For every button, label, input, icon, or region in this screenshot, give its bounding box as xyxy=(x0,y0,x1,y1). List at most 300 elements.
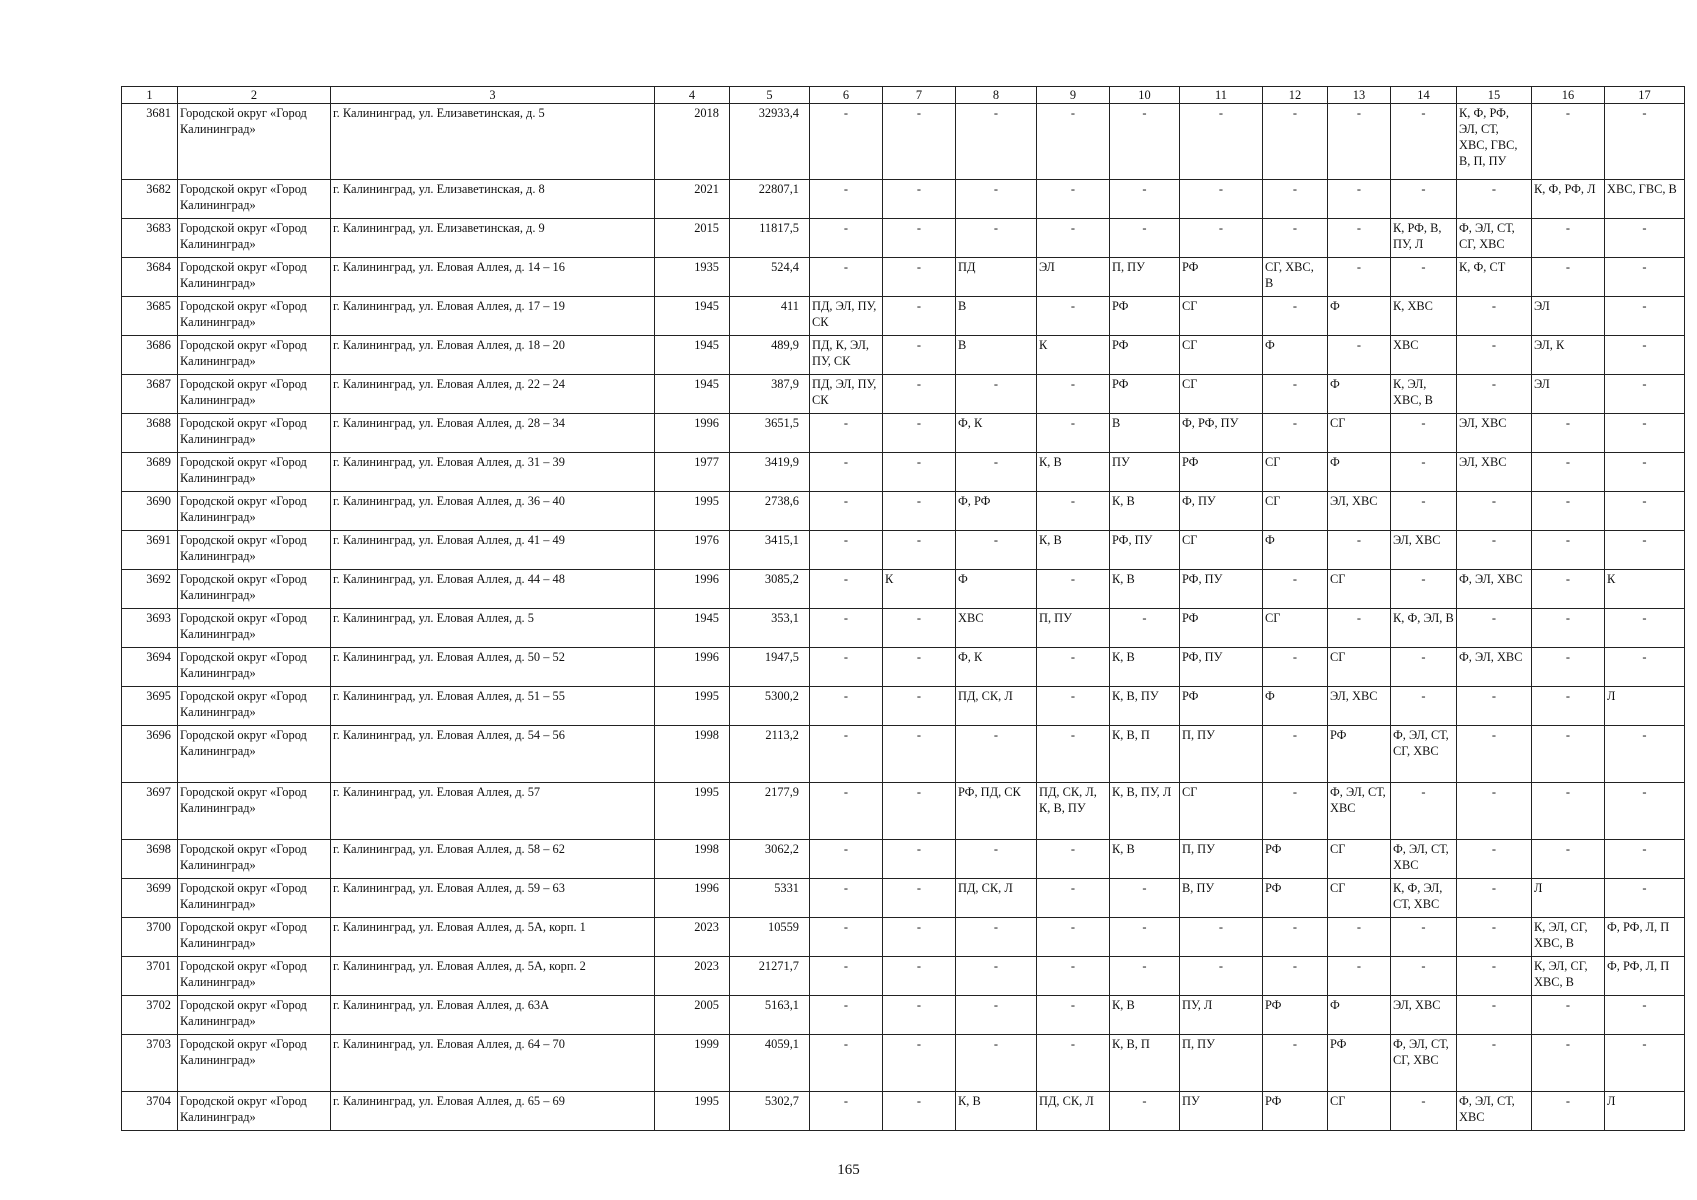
table-row xyxy=(122,570,1685,609)
table-cell: - xyxy=(883,258,956,297)
table-cell: - xyxy=(883,957,956,996)
table-cell: - xyxy=(956,957,1037,996)
table-cell: - xyxy=(883,180,956,219)
table-cell: - xyxy=(1605,648,1685,687)
table-cell: П, ПУ xyxy=(1180,1035,1263,1092)
table-cell: ЭЛ xyxy=(1532,375,1605,414)
table-cell: 11817,5 xyxy=(730,219,810,258)
table-cell: Ф xyxy=(1328,375,1391,414)
table-cell: 3703 xyxy=(122,1035,178,1092)
table-cell: В xyxy=(956,297,1037,336)
table-cell: РФ xyxy=(1263,879,1328,918)
table-cell: г. Калининград, ул. Еловая Аллея, д. 41 – 49 xyxy=(331,531,655,570)
column-header: 3 xyxy=(331,87,655,104)
table-cell: 1998 xyxy=(655,840,730,879)
table-cell: П, ПУ xyxy=(1037,609,1110,648)
table-cell: - xyxy=(1328,957,1391,996)
column-header: 10 xyxy=(1110,87,1180,104)
table-cell: - xyxy=(810,957,883,996)
table-cell: К, Ф, РФ, Л xyxy=(1532,180,1605,219)
table-cell: - xyxy=(1605,453,1685,492)
table-row xyxy=(122,1092,1685,1131)
table-cell: К, В, ПУ xyxy=(1110,687,1180,726)
table-cell: - xyxy=(1263,726,1328,783)
table-cell: К, Ф, ЭЛ, СТ, ХВС xyxy=(1391,879,1457,918)
table-cell: г. Калининград, ул. Еловая Аллея, д. 65 – 69 xyxy=(331,1092,655,1131)
table-cell: - xyxy=(810,414,883,453)
table-cell: Ф xyxy=(1328,453,1391,492)
table-cell: - xyxy=(1391,918,1457,957)
table-cell: - xyxy=(810,104,883,180)
column-header: 9 xyxy=(1037,87,1110,104)
table-cell: РФ xyxy=(1110,297,1180,336)
table-cell: Ф, К xyxy=(956,648,1037,687)
table-cell: - xyxy=(1037,297,1110,336)
table-cell: Ф, К xyxy=(956,414,1037,453)
table-cell: 3699 xyxy=(122,879,178,918)
table-cell: - xyxy=(1110,957,1180,996)
table-row xyxy=(122,996,1685,1035)
table-cell: - xyxy=(1532,570,1605,609)
table-cell: - xyxy=(1037,687,1110,726)
table-cell: - xyxy=(1263,1035,1328,1092)
table-cell: ЭЛ, ХВС xyxy=(1457,453,1532,492)
table-cell: - xyxy=(1037,840,1110,879)
table-cell: 5302,7 xyxy=(730,1092,810,1131)
table-row xyxy=(122,258,1685,297)
table-cell: СГ xyxy=(1180,375,1263,414)
table-cell: 3684 xyxy=(122,258,178,297)
table-cell: 489,9 xyxy=(730,336,810,375)
table-cell: К, Ф, ЭЛ, В xyxy=(1391,609,1457,648)
table-cell: - xyxy=(810,687,883,726)
table-cell: ЭЛ, ХВС xyxy=(1391,531,1457,570)
table-cell: - xyxy=(1532,687,1605,726)
column-header: 4 xyxy=(655,87,730,104)
table-cell: Ф, ЭЛ, СТ, СГ, ХВС xyxy=(1457,219,1532,258)
table-cell: - xyxy=(1605,104,1685,180)
table-cell: - xyxy=(1457,609,1532,648)
table-cell: г. Калининград, ул. Елизаветинская, д. 9 xyxy=(331,219,655,258)
table-cell: Городской округ «Город Калининград» xyxy=(178,648,331,687)
table-cell: 1995 xyxy=(655,783,730,840)
table-cell: 3701 xyxy=(122,957,178,996)
table-cell: - xyxy=(1110,1092,1180,1131)
table-cell: - xyxy=(1605,609,1685,648)
table-cell: - xyxy=(810,531,883,570)
table-row xyxy=(122,414,1685,453)
table-cell: - xyxy=(1391,957,1457,996)
table-cell: - xyxy=(810,648,883,687)
table-cell: - xyxy=(1532,453,1605,492)
column-header: 16 xyxy=(1532,87,1605,104)
table-cell: Городской округ «Город Калининград» xyxy=(178,336,331,375)
table-cell: - xyxy=(1532,726,1605,783)
table-cell: 524,4 xyxy=(730,258,810,297)
table-cell: К, В, П xyxy=(1110,726,1180,783)
table-cell: г. Калининград, ул. Еловая Аллея, д. 51 – 55 xyxy=(331,687,655,726)
table-cell: Ф xyxy=(1328,996,1391,1035)
table-row xyxy=(122,180,1685,219)
table-cell: СГ xyxy=(1263,609,1328,648)
table-cell: - xyxy=(810,570,883,609)
table-cell: РФ xyxy=(1263,1092,1328,1131)
table-cell: - xyxy=(956,918,1037,957)
table-cell: 1945 xyxy=(655,297,730,336)
table-cell: ЭЛ, ХВС xyxy=(1391,996,1457,1035)
table-cell: - xyxy=(1037,219,1110,258)
table-cell: Ф xyxy=(1263,336,1328,375)
table-cell: Ф, ЭЛ, СТ, СГ, ХВС xyxy=(1391,726,1457,783)
table-cell: - xyxy=(1605,492,1685,531)
table-cell: Ф, ЭЛ, ХВС xyxy=(1457,570,1532,609)
table-cell: - xyxy=(883,336,956,375)
table-cell: г. Калининград, ул. Еловая Аллея, д. 50 – 52 xyxy=(331,648,655,687)
table-cell: К, ЭЛ, СГ, ХВС, В xyxy=(1532,918,1605,957)
table-cell: г. Калининград, ул. Еловая Аллея, д. 22 – 24 xyxy=(331,375,655,414)
table-cell: Ф, РФ xyxy=(956,492,1037,531)
table-cell: СГ xyxy=(1328,414,1391,453)
table-cell: - xyxy=(810,1035,883,1092)
table-cell: - xyxy=(1605,996,1685,1035)
table-row xyxy=(122,648,1685,687)
table-row xyxy=(122,957,1685,996)
table-row xyxy=(122,687,1685,726)
table-cell: 5331 xyxy=(730,879,810,918)
table-row xyxy=(122,297,1685,336)
table-cell: - xyxy=(1328,258,1391,297)
table-cell: 1996 xyxy=(655,414,730,453)
table-cell: СГ xyxy=(1180,531,1263,570)
table-cell: - xyxy=(1391,258,1457,297)
table-cell: - xyxy=(810,918,883,957)
table-cell: - xyxy=(956,104,1037,180)
table-cell: - xyxy=(810,726,883,783)
table-cell: 3702 xyxy=(122,996,178,1035)
table-cell: г. Калининград, ул. Еловая Аллея, д. 59 – 63 xyxy=(331,879,655,918)
table-cell: - xyxy=(883,375,956,414)
table-cell: К xyxy=(883,570,956,609)
table-cell: г. Калининград, ул. Елизаветинская, д. 8 xyxy=(331,180,655,219)
table-row xyxy=(122,783,1685,840)
table-cell: - xyxy=(1037,918,1110,957)
table-cell: 3690 xyxy=(122,492,178,531)
table-cell: 2738,6 xyxy=(730,492,810,531)
table-cell: - xyxy=(883,492,956,531)
table-cell: 4059,1 xyxy=(730,1035,810,1092)
table-cell: Ф, ЭЛ, СТ, ХВС xyxy=(1328,783,1391,840)
table-row xyxy=(122,453,1685,492)
table-cell: - xyxy=(1263,570,1328,609)
table-cell: - xyxy=(1605,297,1685,336)
table-cell: - xyxy=(810,879,883,918)
table-cell: 1995 xyxy=(655,687,730,726)
table-cell: 2177,9 xyxy=(730,783,810,840)
table-cell: - xyxy=(1457,918,1532,957)
table-cell: - xyxy=(1263,783,1328,840)
table-cell: - xyxy=(1037,957,1110,996)
table-cell: - xyxy=(1180,104,1263,180)
table-cell: 3687 xyxy=(122,375,178,414)
table-cell: К, В xyxy=(1110,570,1180,609)
table-cell: К, ЭЛ, ХВС, В xyxy=(1391,375,1457,414)
table-cell: Городской округ «Город Калининград» xyxy=(178,1035,331,1092)
table-cell: 2023 xyxy=(655,918,730,957)
table-row xyxy=(122,375,1685,414)
table-cell: - xyxy=(883,840,956,879)
table-cell: - xyxy=(956,219,1037,258)
table-cell: - xyxy=(1532,104,1605,180)
table-cell: ХВС, ГВС, В xyxy=(1605,180,1685,219)
table-cell: 3693 xyxy=(122,609,178,648)
table-cell: Городской округ «Город Калининград» xyxy=(178,840,331,879)
table-cell: - xyxy=(1263,219,1328,258)
table-cell: - xyxy=(1263,957,1328,996)
table-cell: СГ xyxy=(1328,570,1391,609)
table-cell: - xyxy=(810,453,883,492)
table-cell: СГ xyxy=(1328,879,1391,918)
table-row xyxy=(122,840,1685,879)
table-row xyxy=(122,219,1685,258)
table-cell: К, Ф, РФ, ЭЛ, СТ, ХВС, ГВС, В, П, ПУ xyxy=(1457,104,1532,180)
table-cell: СГ xyxy=(1180,336,1263,375)
table-cell: - xyxy=(1037,375,1110,414)
table-cell: К, В xyxy=(1110,840,1180,879)
table-cell: г. Калининград, ул. Еловая Аллея, д. 5А, корп. 2 xyxy=(331,957,655,996)
table-cell: - xyxy=(1391,570,1457,609)
table-cell: 10559 xyxy=(730,918,810,957)
table-cell: - xyxy=(1037,492,1110,531)
table-cell: г. Калининград, ул. Еловая Аллея, д. 63А xyxy=(331,996,655,1035)
table-cell: г. Калининград, ул. Еловая Аллея, д. 18 – 20 xyxy=(331,336,655,375)
table-cell: ПД, СК, Л xyxy=(1037,1092,1110,1131)
table-cell: ПД, СК, Л xyxy=(956,879,1037,918)
table-cell: Ф, РФ, ПУ xyxy=(1180,414,1263,453)
table-cell: г. Калининград, ул. Еловая Аллея, д. 5А, корп. 1 xyxy=(331,918,655,957)
table-cell: 3682 xyxy=(122,180,178,219)
table-cell: - xyxy=(1457,879,1532,918)
table-cell: - xyxy=(1457,687,1532,726)
table-cell: 411 xyxy=(730,297,810,336)
table-cell: РФ xyxy=(1328,726,1391,783)
table-cell: Городской округ «Город Калининград» xyxy=(178,783,331,840)
table-cell: - xyxy=(1391,687,1457,726)
table-cell: - xyxy=(883,783,956,840)
table-cell: г. Калининград, ул. Еловая Аллея, д. 58 – 62 xyxy=(331,840,655,879)
table-cell: СГ xyxy=(1263,453,1328,492)
table-cell: К, В, П xyxy=(1110,1035,1180,1092)
table-cell: СГ xyxy=(1180,297,1263,336)
table-cell: - xyxy=(1180,918,1263,957)
table-cell: ПД xyxy=(956,258,1037,297)
table-cell: - xyxy=(1605,840,1685,879)
table-cell: - xyxy=(1263,414,1328,453)
table-cell: СГ xyxy=(1328,840,1391,879)
table-cell: Городской округ «Город Калининград» xyxy=(178,687,331,726)
table-cell: 387,9 xyxy=(730,375,810,414)
table-cell: Ф xyxy=(1263,531,1328,570)
table-cell: Городской округ «Город Калининград» xyxy=(178,258,331,297)
table-cell: - xyxy=(1110,104,1180,180)
table-cell: Л xyxy=(1605,687,1685,726)
table-cell: г. Калининград, ул. Еловая Аллея, д. 31 – 39 xyxy=(331,453,655,492)
column-header: 7 xyxy=(883,87,956,104)
table-cell: ПУ xyxy=(1110,453,1180,492)
table-cell: К, ХВС xyxy=(1391,297,1457,336)
table-cell: - xyxy=(883,219,956,258)
table-cell: 1998 xyxy=(655,726,730,783)
table-cell: Ф xyxy=(956,570,1037,609)
table-cell: Городской округ «Город Калининград» xyxy=(178,375,331,414)
table-row xyxy=(122,609,1685,648)
table-cell: ЭЛ xyxy=(1037,258,1110,297)
table-cell: - xyxy=(883,609,956,648)
table-cell: Ф, ЭЛ, СТ, СГ, ХВС xyxy=(1391,1035,1457,1092)
table-cell: - xyxy=(1037,1035,1110,1092)
column-header: 5 xyxy=(730,87,810,104)
table-cell: 3085,2 xyxy=(730,570,810,609)
table-cell: 353,1 xyxy=(730,609,810,648)
table-row xyxy=(122,1035,1685,1092)
table-cell: В, ПУ xyxy=(1180,879,1263,918)
table-cell: РФ xyxy=(1263,840,1328,879)
table-cell: 3415,1 xyxy=(730,531,810,570)
table-cell: К, В xyxy=(1037,453,1110,492)
table-cell: - xyxy=(1605,414,1685,453)
table-cell: РФ, ПД, СК xyxy=(956,783,1037,840)
table-cell: Ф, РФ, Л, П xyxy=(1605,957,1685,996)
table-cell: Городской округ «Город Калининград» xyxy=(178,1092,331,1131)
table-cell: РФ xyxy=(1180,453,1263,492)
table-cell: 1945 xyxy=(655,609,730,648)
table-cell: РФ xyxy=(1180,609,1263,648)
table-cell: ПД, СК, Л, К, В, ПУ xyxy=(1037,783,1110,840)
table-cell: - xyxy=(1532,783,1605,840)
column-header: 12 xyxy=(1263,87,1328,104)
table-cell: ПУ, Л xyxy=(1180,996,1263,1035)
table-cell: - xyxy=(1037,648,1110,687)
table-cell: СГ xyxy=(1180,783,1263,840)
table-cell: 1947,5 xyxy=(730,648,810,687)
table-cell: Ф, ЭЛ, ХВС xyxy=(1457,648,1532,687)
table-cell: - xyxy=(1457,996,1532,1035)
table-cell: - xyxy=(1263,918,1328,957)
table-cell: Городской округ «Город Калининград» xyxy=(178,414,331,453)
table-cell: Городской округ «Город Калининград» xyxy=(178,531,331,570)
table-cell: Ф xyxy=(1328,297,1391,336)
table-cell: 3686 xyxy=(122,336,178,375)
table-cell: - xyxy=(1532,258,1605,297)
table-cell: - xyxy=(1391,453,1457,492)
table-cell: - xyxy=(883,1035,956,1092)
table-cell: К, В, ПУ, Л xyxy=(1110,783,1180,840)
table-cell: 1999 xyxy=(655,1035,730,1092)
table-cell: - xyxy=(1328,609,1391,648)
table-cell: г. Калининград, ул. Еловая Аллея, д. 44 – 48 xyxy=(331,570,655,609)
table-cell: К, Ф, СТ xyxy=(1457,258,1532,297)
table-cell: 1945 xyxy=(655,375,730,414)
table-cell: - xyxy=(883,297,956,336)
table-cell: - xyxy=(1605,531,1685,570)
column-header: 1 xyxy=(122,87,178,104)
table-cell: - xyxy=(956,375,1037,414)
table-cell: СГ, ХВС, В xyxy=(1263,258,1328,297)
table-cell: 2018 xyxy=(655,104,730,180)
table-cell: ЭЛ xyxy=(1532,297,1605,336)
table-cell: 3683 xyxy=(122,219,178,258)
table-cell: Ф, ПУ xyxy=(1180,492,1263,531)
table-cell: 3681 xyxy=(122,104,178,180)
table-cell: 3694 xyxy=(122,648,178,687)
table-cell: - xyxy=(883,531,956,570)
table-cell: ПД, К, ЭЛ, ПУ, СК xyxy=(810,336,883,375)
table-cell: - xyxy=(1328,104,1391,180)
table-cell: 1976 xyxy=(655,531,730,570)
table-cell: 3688 xyxy=(122,414,178,453)
table-cell: - xyxy=(1532,996,1605,1035)
table-cell: - xyxy=(1457,375,1532,414)
table-cell: - xyxy=(1263,648,1328,687)
table-row xyxy=(122,104,1685,180)
table-cell: ПД, ЭЛ, ПУ, СК xyxy=(810,297,883,336)
table-cell: - xyxy=(1037,996,1110,1035)
table-cell: Городской округ «Город Калининград» xyxy=(178,957,331,996)
table-cell: Городской округ «Город Калининград» xyxy=(178,104,331,180)
table-cell: - xyxy=(1037,726,1110,783)
table-cell: - xyxy=(883,414,956,453)
table-cell: - xyxy=(1263,180,1328,219)
table-cell: - xyxy=(810,783,883,840)
table-row xyxy=(122,918,1685,957)
table-cell: - xyxy=(810,1092,883,1131)
table-cell: 3695 xyxy=(122,687,178,726)
column-header: 17 xyxy=(1605,87,1685,104)
table-row xyxy=(122,879,1685,918)
table-cell: 32933,4 xyxy=(730,104,810,180)
table-cell: ХВС xyxy=(956,609,1037,648)
table-cell: - xyxy=(956,1035,1037,1092)
table-cell: - xyxy=(1180,180,1263,219)
table-cell: - xyxy=(1391,492,1457,531)
table-cell: - xyxy=(1532,219,1605,258)
table-cell: РФ xyxy=(1328,1035,1391,1092)
table-cell: 3696 xyxy=(122,726,178,783)
table-cell: 3692 xyxy=(122,570,178,609)
table-cell: 3062,2 xyxy=(730,840,810,879)
table-cell: - xyxy=(1532,414,1605,453)
table-cell: - xyxy=(1457,1035,1532,1092)
table-cell: 5163,1 xyxy=(730,996,810,1035)
table-cell: К xyxy=(1605,570,1685,609)
table-cell: - xyxy=(1605,336,1685,375)
table-cell: - xyxy=(1532,1092,1605,1131)
table-cell: - xyxy=(1180,957,1263,996)
table-cell: 5300,2 xyxy=(730,687,810,726)
table-cell: - xyxy=(1391,648,1457,687)
table-cell: К, ЭЛ, СГ, ХВС, В xyxy=(1532,957,1605,996)
table-cell: - xyxy=(956,180,1037,219)
table-cell: Л xyxy=(1532,879,1605,918)
table-cell: - xyxy=(1110,219,1180,258)
table-cell: 3700 xyxy=(122,918,178,957)
table-cell: - xyxy=(956,531,1037,570)
table-cell: ПД, СК, Л xyxy=(956,687,1037,726)
table-cell: 2021 xyxy=(655,180,730,219)
table-cell: - xyxy=(1328,336,1391,375)
table-cell: - xyxy=(1457,840,1532,879)
table-cell: 1996 xyxy=(655,570,730,609)
table-cell: - xyxy=(1605,726,1685,783)
